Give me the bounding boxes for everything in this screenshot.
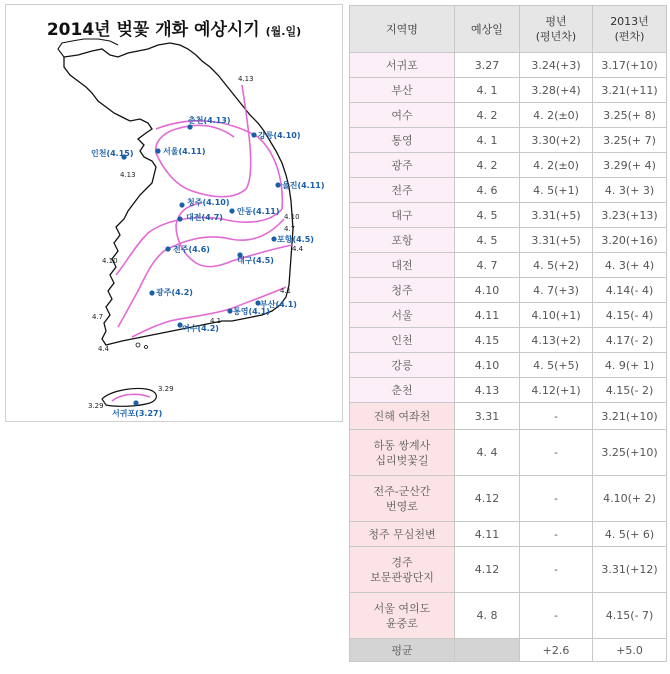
isoline-label: 4.13	[238, 75, 254, 83]
cell-normal: -	[520, 403, 593, 430]
cell-2013: 4. 3(+ 3)	[593, 178, 667, 203]
cell-normal: 4. 5(+5)	[520, 353, 593, 378]
isoline-label: 4.10	[102, 257, 118, 265]
cell-2013: 4.17(- 2)	[593, 328, 667, 353]
cell-normal: -	[520, 476, 593, 522]
cell-expected: 3.27	[455, 53, 520, 78]
cell-expected: 4.11	[455, 522, 520, 547]
isoline-label: 4.7	[92, 313, 104, 321]
cell-normal: 4. 2(±0)	[520, 153, 593, 178]
city-label-chuncheon: 춘천(4.13)	[188, 116, 231, 125]
cell-2013: 3.29(+ 4)	[593, 153, 667, 178]
city-label-seoul: 서울(4.11)	[163, 147, 206, 156]
header-2013: 2013년 (편차)	[593, 6, 667, 53]
cell-expected: 4. 2	[455, 153, 520, 178]
table-row	[350, 522, 667, 547]
table-row	[350, 53, 667, 78]
cell-2013: 3.31(+12)	[593, 547, 667, 593]
cell-normal: -	[520, 593, 593, 639]
table-row	[350, 253, 667, 278]
cell-expected: 4.10	[455, 278, 520, 303]
table-row	[350, 593, 667, 639]
cell-expected: 4.13	[455, 378, 520, 403]
city-dot	[155, 148, 160, 153]
table-row	[350, 378, 667, 403]
cell-2013: 4.14(- 4)	[593, 278, 667, 303]
isoline-label: 3.29	[158, 385, 174, 393]
table-row	[350, 128, 667, 153]
city-dot	[275, 182, 280, 187]
cell-normal: 3.24(+3)	[520, 53, 593, 78]
cell-normal: 3.31(+5)	[520, 228, 593, 253]
cell-2013: 4.15(- 4)	[593, 303, 667, 328]
table-row	[350, 430, 667, 476]
cell-region: 강릉	[350, 353, 455, 378]
cell-normal: 4.12(+1)	[520, 378, 593, 403]
cell-region: 통영	[350, 128, 455, 153]
map-panel	[5, 4, 343, 422]
map-title-unit: (월.일)	[265, 25, 302, 38]
cell-expected: 4.10	[455, 353, 520, 378]
cell-region: 전주-군산간 번영로	[350, 476, 455, 522]
cell-expected: 4.12	[455, 547, 520, 593]
cell-expected: 4. 2	[455, 103, 520, 128]
city-dot	[165, 246, 170, 251]
cell-region: 인천	[350, 328, 455, 353]
table-row	[350, 476, 667, 522]
table-row	[350, 103, 667, 128]
cell-2013: 4.15(- 2)	[593, 378, 667, 403]
city-dot	[179, 202, 184, 207]
city-label-gangneung: 강릉(4.10)	[258, 131, 301, 140]
cell-2013: 4. 5(+ 6)	[593, 522, 667, 547]
table-row	[350, 278, 667, 303]
header-expected: 예상일	[455, 6, 520, 53]
cell-region: 청주 무심천변	[350, 522, 455, 547]
cell-2013: 4.15(- 7)	[593, 593, 667, 639]
city-label-tongyeong: 통영(4.1)	[233, 307, 270, 316]
isoline-label: 4.7	[284, 225, 296, 233]
isoline-label: 3.29	[88, 402, 104, 410]
cell-2013: 3.25(+ 8)	[593, 103, 667, 128]
cell-region: 전주	[350, 178, 455, 203]
table-row	[350, 547, 667, 593]
city-dot	[227, 308, 232, 313]
cell-2013: 3.20(+16)	[593, 228, 667, 253]
cell-region: 춘천	[350, 378, 455, 403]
city-label-incheon: 인천(4.15)	[91, 149, 134, 158]
cell-expected: 4. 1	[455, 128, 520, 153]
island-dot	[136, 343, 140, 347]
cell-2013: 4. 3(+ 4)	[593, 253, 667, 278]
footer-normal: +2.6	[520, 639, 593, 662]
table-header-row	[350, 6, 667, 53]
cell-2013: 3.25(+ 7)	[593, 128, 667, 153]
table-row	[350, 153, 667, 178]
isoline-label: 4.4	[292, 245, 304, 253]
cell-region: 광주	[350, 153, 455, 178]
cell-region: 부산	[350, 78, 455, 103]
cell-region: 청주	[350, 278, 455, 303]
cell-normal: -	[520, 522, 593, 547]
cell-2013: 4. 9(+ 1)	[593, 353, 667, 378]
cell-expected: 4.11	[455, 303, 520, 328]
isoline-label: 4.10	[284, 213, 300, 221]
city-dot	[149, 290, 154, 295]
cell-expected: 4.12	[455, 476, 520, 522]
table-row	[350, 178, 667, 203]
cell-expected: 4. 6	[455, 178, 520, 203]
cell-expected: 4. 7	[455, 253, 520, 278]
cell-region: 포항	[350, 228, 455, 253]
city-label-jeonju: 전주(4.6)	[173, 245, 210, 254]
cell-expected: 4. 4	[455, 430, 520, 476]
spot-rows	[350, 403, 667, 639]
city-label-busan: 부산(4.1)	[260, 300, 297, 309]
city-dot	[177, 216, 182, 221]
cell-normal: 3.30(+2)	[520, 128, 593, 153]
cell-region: 대전	[350, 253, 455, 278]
city-label-gwangju: 광주(4.2)	[156, 288, 193, 297]
city-label-uljin: 울진(4.11)	[282, 181, 325, 190]
table-row	[350, 403, 667, 430]
cell-normal: 4. 7(+3)	[520, 278, 593, 303]
cell-expected: 4. 5	[455, 203, 520, 228]
table-row	[350, 353, 667, 378]
footer-expected	[455, 639, 520, 662]
table-row	[350, 203, 667, 228]
header-region: 지역명	[350, 6, 455, 53]
city-label-daegu: 대구(4.5)	[237, 256, 274, 265]
cell-normal: 4.13(+2)	[520, 328, 593, 353]
table-row	[350, 78, 667, 103]
cell-region: 하동 쌍계사 십리벚꽃길	[350, 430, 455, 476]
cell-normal: 4.10(+1)	[520, 303, 593, 328]
header-normal: 평년 (평년차)	[520, 6, 593, 53]
cell-expected: 4. 8	[455, 593, 520, 639]
table-footer-row	[350, 639, 667, 662]
city-label-cheongju: 청주(4.10)	[187, 198, 230, 207]
cell-2013: 4.10(+ 2)	[593, 476, 667, 522]
city-dot	[229, 208, 234, 213]
cell-region: 경주 보문관광단지	[350, 547, 455, 593]
city-label-pohang: 포항(4.5)	[277, 235, 314, 244]
city-label-daejeon: 대전(4.7)	[186, 213, 223, 222]
cell-expected: 4.15	[455, 328, 520, 353]
city-dot	[133, 400, 138, 405]
cell-2013: 3.21(+10)	[593, 403, 667, 430]
cell-region: 서귀포	[350, 53, 455, 78]
isoline-label: 4.1	[280, 287, 292, 295]
footer-2013: +5.0	[593, 639, 667, 662]
jeju-island	[102, 388, 156, 406]
island-dot	[145, 346, 148, 349]
cell-normal: 4. 5(+2)	[520, 253, 593, 278]
cell-2013: 3.25(+10)	[593, 430, 667, 476]
map-title-main: 2014년 벚꽃 개화 예상시기	[46, 20, 260, 40]
cell-region: 대구	[350, 203, 455, 228]
city-dot	[251, 132, 256, 137]
cell-normal: 3.28(+4)	[520, 78, 593, 103]
cell-region: 진해 여좌천	[350, 403, 455, 430]
cell-expected: 4. 5	[455, 228, 520, 253]
cell-2013: 3.23(+13)	[593, 203, 667, 228]
isoline-label: 4.1	[210, 317, 222, 325]
cell-normal: -	[520, 430, 593, 476]
korea-map	[6, 5, 342, 421]
table-row	[350, 228, 667, 253]
cell-normal: -	[520, 547, 593, 593]
city-rows	[350, 53, 667, 403]
isoline-label: 4.13	[120, 171, 136, 179]
cell-normal: 4. 2(±0)	[520, 103, 593, 128]
cell-normal: 4. 5(+1)	[520, 178, 593, 203]
isoline-label: 4.4	[98, 345, 110, 353]
cell-region: 서울 여의도 윤중로	[350, 593, 455, 639]
city-label-seogwipo: 서귀포(3.27)	[112, 409, 163, 418]
cell-normal: 3.31(+5)	[520, 203, 593, 228]
city-dot	[187, 124, 192, 129]
cell-region: 여수	[350, 103, 455, 128]
bloom-forecast-table	[349, 5, 667, 662]
table-row	[350, 303, 667, 328]
cell-expected: 3.31	[455, 403, 520, 430]
city-label-andong: 안동(4.11)	[237, 207, 280, 216]
city-label-yeosu: 여수(4.2)	[182, 324, 219, 333]
city-dot	[271, 236, 276, 241]
cell-2013: 3.17(+10)	[593, 53, 667, 78]
footer-label: 평균	[350, 639, 455, 662]
cell-expected: 4. 1	[455, 78, 520, 103]
cell-region: 서울	[350, 303, 455, 328]
table-row	[350, 328, 667, 353]
cell-2013: 3.21(+11)	[593, 78, 667, 103]
